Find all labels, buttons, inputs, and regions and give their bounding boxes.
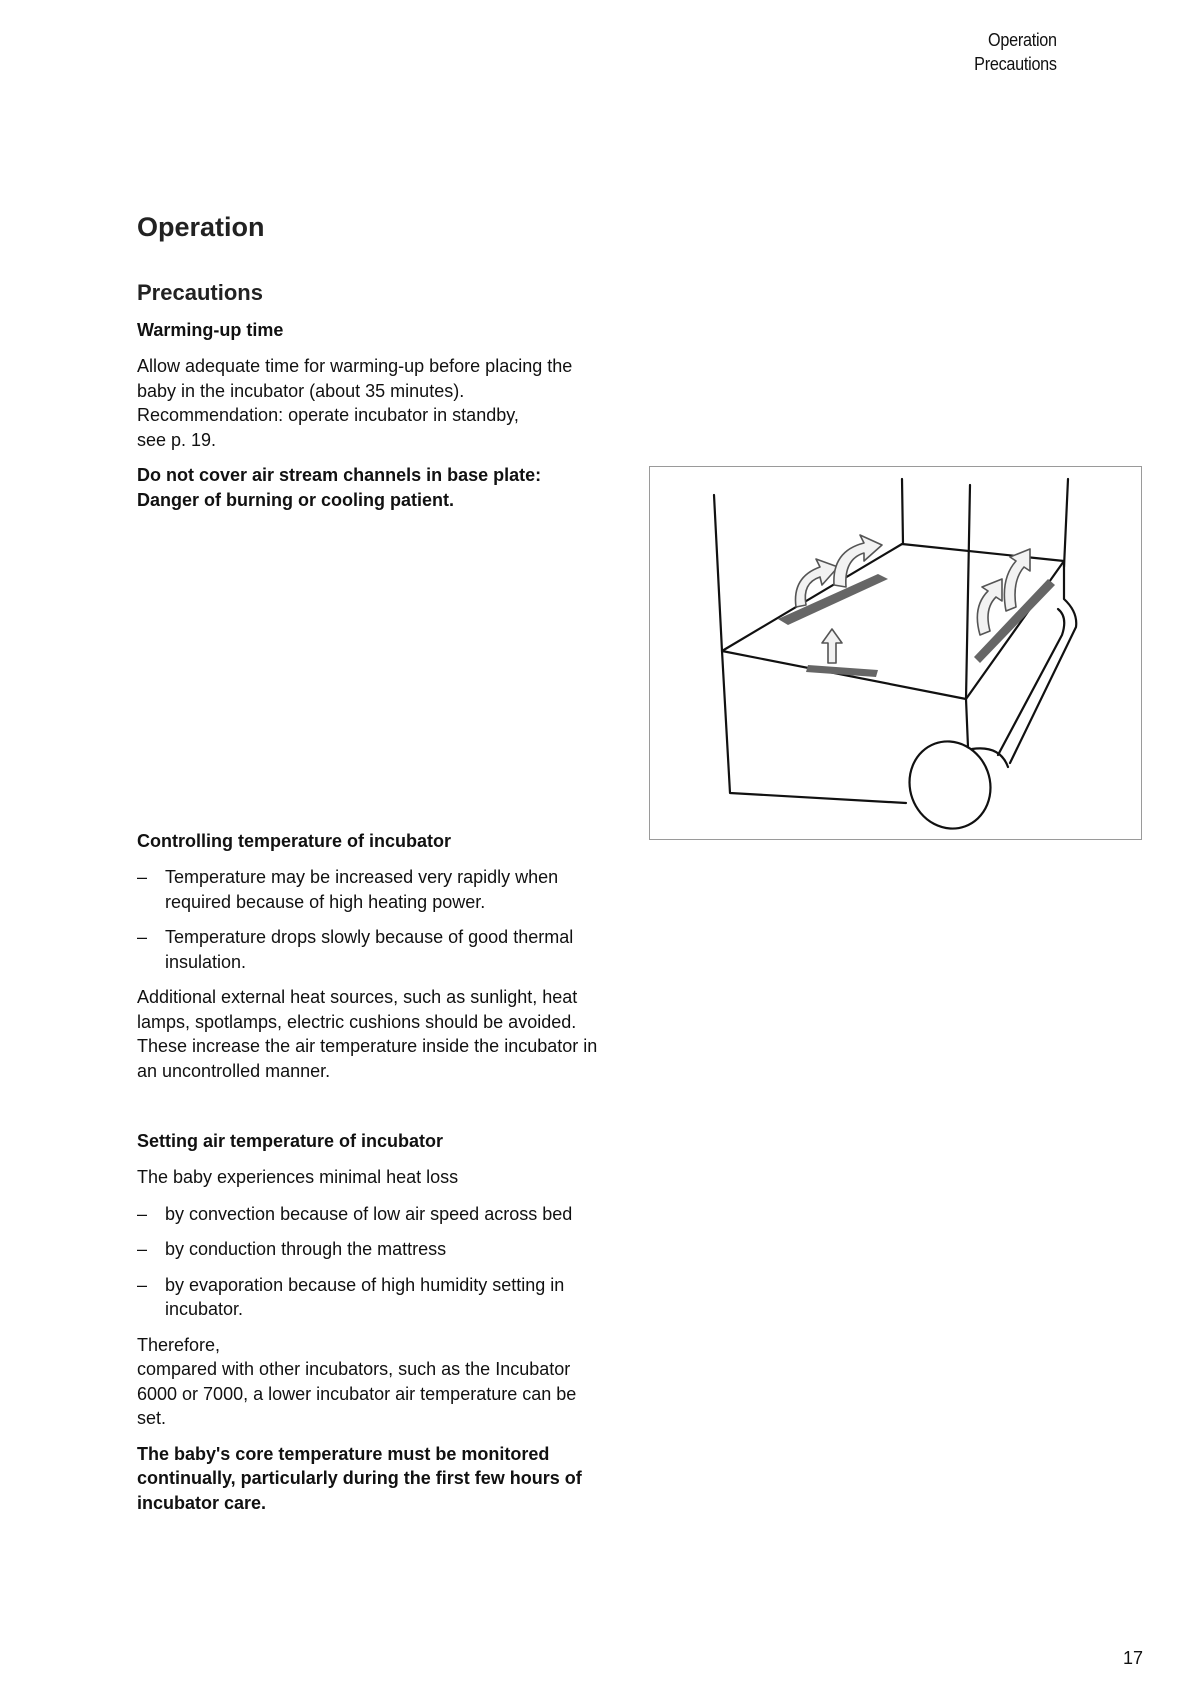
controlling-paragraph-line: Additional external heat sources, such as sunlight, heat <box>137 987 578 1007</box>
list-item-line: required because of high heating power. <box>165 891 486 912</box>
header-subsection: Precautions <box>974 54 1057 74</box>
header-section: Operation <box>988 30 1057 50</box>
controlling-paragraph-line: lamps, spotlamps, electric cushions should be avoided. <box>137 1011 577 1032</box>
setting-intro: The baby experiences minimal heat loss <box>137 1167 459 1187</box>
page-title: Operation <box>137 212 265 242</box>
list-item-line: by evaporation because of high humidity setting in <box>165 1274 565 1295</box>
controlling-paragraph-line: These increase the air temperature inside the incubator in <box>137 1036 598 1056</box>
setting-heading: Setting air temperature of incubator <box>137 1131 444 1151</box>
list-item-line: by conduction through the mattress <box>165 1239 447 1259</box>
setting-list <box>137 1202 637 1322</box>
page-number: 17 <box>1122 1648 1143 1668</box>
list-item <box>137 865 637 914</box>
list-item-line: by convection because of low air speed across bed <box>165 1203 573 1224</box>
dash-marker: – <box>137 1239 148 1259</box>
list-item-line: incubator. <box>165 1299 244 1319</box>
dash-marker: – <box>137 927 148 947</box>
warning-line: Danger of burning or cooling patient. <box>137 489 454 510</box>
section-title: Precautions <box>137 280 263 305</box>
list-item <box>137 1273 637 1322</box>
controlling-paragraph-line: an uncontrolled manner. <box>137 1060 331 1081</box>
warming-section <box>137 318 637 512</box>
warming-body-line: Recommendation: operate incubator in standby, <box>137 405 519 425</box>
list-item-line: Temperature drops slowly because of good thermal <box>165 927 574 947</box>
list-item <box>137 925 637 974</box>
running-header <box>974 28 1057 76</box>
therefore-line: 6000 or 7000, a lower incubator air temperature can be <box>137 1383 577 1404</box>
list-item <box>137 1202 637 1227</box>
controlling-list <box>137 865 637 974</box>
list-item-line: Temperature may be increased very rapidly when <box>165 867 559 887</box>
setting-section <box>137 1129 637 1515</box>
therefore-line: Therefore, <box>137 1334 221 1355</box>
warming-body-line: Allow adequate time for warming-up before placing the <box>137 356 573 376</box>
dash-marker: – <box>137 1203 148 1224</box>
therefore-line: set. <box>137 1408 167 1428</box>
monitoring-note-line: The baby's core temperature must be monitored <box>137 1443 550 1464</box>
warming-heading: Warming-up time <box>137 320 284 340</box>
list-item-line: insulation. <box>165 951 247 972</box>
warming-body-line: see p. 19. <box>137 429 217 450</box>
controlling-section <box>137 829 637 1083</box>
controlling-heading: Controlling temperature of incubator <box>137 831 452 851</box>
dash-marker: – <box>137 1274 148 1295</box>
monitoring-note-line: incubator care. <box>137 1492 267 1513</box>
incubator-diagram <box>650 467 1141 839</box>
warming-body-line: baby in the incubator (about 35 minutes). <box>137 380 465 401</box>
incubator-airflow-figure <box>649 466 1142 840</box>
list-item <box>137 1237 637 1262</box>
monitoring-note-line: continually, particularly during the first few hours of <box>137 1468 582 1488</box>
therefore-line: compared with other incubators, such as the Incubator <box>137 1359 571 1379</box>
dash-marker: – <box>137 867 148 887</box>
warning-line: Do not cover air stream channels in base plate: <box>137 465 542 485</box>
